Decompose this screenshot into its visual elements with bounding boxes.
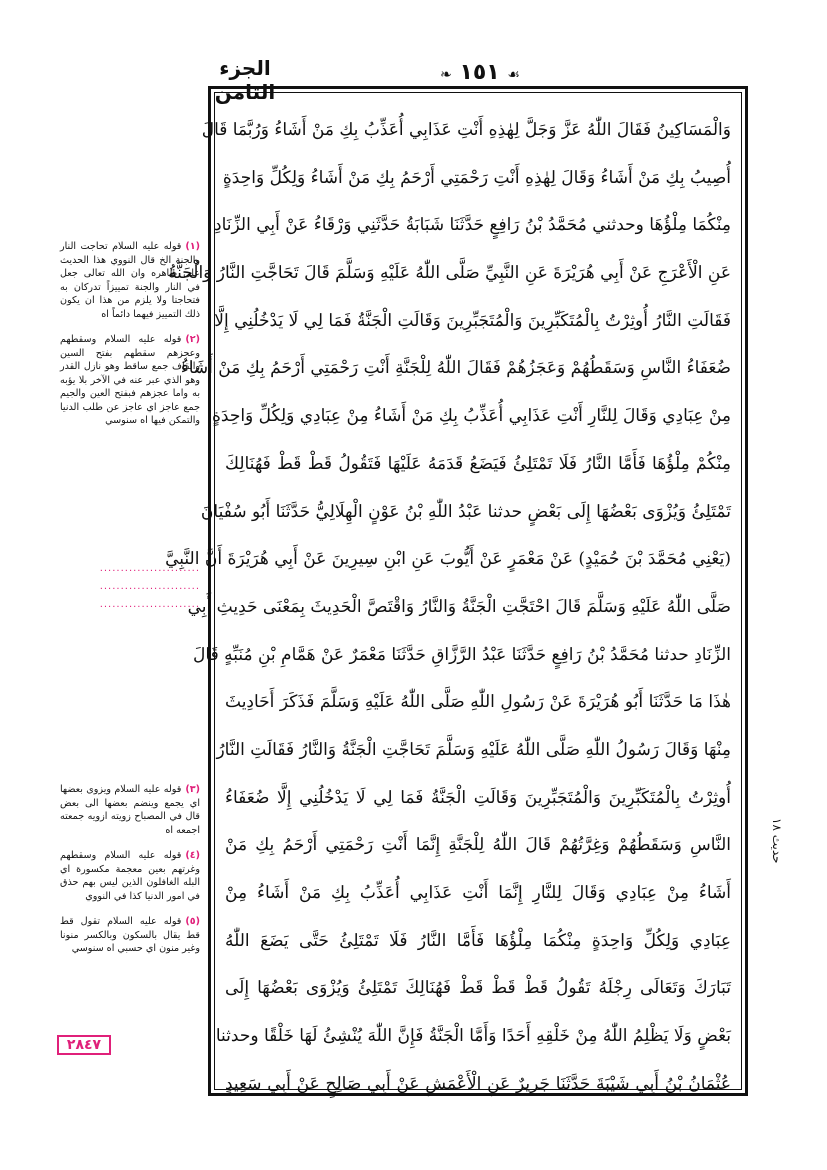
footnote-text: قوله عليه السلام تقول قط قط يقال بالسكون وبالكسر منونا وغير منون اي حسبي اه سنوسي [60,916,200,954]
hadith-number: ٢٨٤٧ [66,1037,102,1053]
footnote-number: (٢) [185,334,200,345]
side-marginal-mark: حديث ١٨ [770,818,784,864]
hadith-text-body [165,107,731,1108]
footnote-number: (٣) [185,784,200,795]
text-line: عِبَادِي وَلِكُلِّ وَاحِدَةٍ مِنْكُمَا مِلْؤُهَا فَأَمَّا النَّارُ فَلَا تَمْتَلِئُ حَتَّى يَضَعَ اللّٰهُ [225,930,731,951]
ornament-icon: ❧ [440,67,452,83]
text-line: أُوثِرْتُ بِالْمُتَكَبِّرِينَ وَالْمُتَجَبِّرِينَ وَقَالَتِ الْجَنَّةُ فَمَا لِي لَا يَدْخُلُنِي إِلَّا ضُعَفَاءُ [225,787,731,808]
footnote-number: (٥) [185,916,200,927]
page-number [430,60,530,85]
ornament-icon: ☙ [507,67,520,83]
text-line: أَشَاءُ مِنْ عِبَادِي وَقَالَ لِلنَّارِ إِنَّمَا أَنْتِ عَذَابِي أُعَذِّبُ بِكِ مَنْ أَشَاءُ مِنْ [225,883,731,903]
text-line: بَعْضٍ وَلَا يَظْلِمُ اللّٰهُ مِنْ خَلْقِهِ أَحَدًا وَأَمَّا الْجَنَّةُ فَإِنَّ اللّٰهَ يُنْشِئُ لَهَا خَلْقًا وحدثنا [215,1026,731,1047]
footnote-text: قوله عليه السلام وسقطهم وغرتهم بعين معجمة مكسورة اي البله الغافلون الذين ليس بهم حذق في امور الدنيا كذا في النووي [60,850,200,902]
footnote [60,783,200,837]
text-line: مِنْهَا وَقَالَ رَسُولُ اللّٰهِ صَلَّى اللّٰهُ عَلَيْهِ وَسَلَّمَ تَحَاجَّتِ الْجَنَّةُ وَالنَّارُ فَقَالَتِ النَّارُ [216,739,731,760]
page-number-value: ١٥١ [459,60,500,85]
text-line: النَّاسِ وَسَقَطُهُمْ وَغِرَّتُهُمْ قَالَ اللّٰهُ لِلْجَنَّةِ إِنَّمَا أَنْتِ رَحْمَتِي أَرْحَمُ بِكِ مَنْ [225,835,731,856]
marginal-notes-top [60,240,200,440]
footnote [60,849,200,903]
footnote-text: قوله عليه السلام ويزوى بعضها اي يجمع وينضم بعضها الى بعض قال في المصباح زويته ازويه جمعته اجمعه اه [60,784,200,836]
text-line: الزِّنَادِ حدثنا مُحَمَّدُ بْنُ رَافِعٍ حَدَّثَنَا عَبْدُ الرَّزَّاقِ حَدَّثَنَا مَعْمَرٌ عَنْ هَمَّامِ بْنِ مُنَبِّهٍ قَالَ [193,644,731,665]
footnote [60,333,200,428]
blank-note-line: ........................ [99,563,200,574]
text-line: وَالْمَسَاكِينُ فَقَالَ اللّٰهُ عَزَّ وَجَلَّ لِهٰذِهِ أَنْتِ عَذَابِي أُعَذِّبُ بِكِ مَنْ أَشَاءُ وَرُبَّمَا قَالَ [201,120,731,140]
footnote-number: (١) [185,241,200,252]
text-line: مِنْ عِبَادِي وَقَالَ لِلنَّارِ أَنْتِ عَذَابِي أُعَذِّبُ بِكِ مَنْ أَشَاءُ مِنْ عِبَادِي وَلِكُلِّ وَاحِدَةٍ [212,406,731,427]
footnote-number: (٤) [185,850,200,861]
blank-note-line: ........................ [99,581,200,592]
footnote-text: قوله عليه السلام تحاجت النار والجنة الخ قال النووي هذا الحديث على ظاهره وان الله تعالى جعل في النار والجنة تمييزاً تدركان به فتحاجتا ولا يلزم من هذا ان يكون ذلك التمييز فيهما دائماً اه [60,241,200,320]
text-frame [165,92,742,1094]
text-line: (يَعْنِي مُحَمَّدَ بْنَ حُمَيْدٍ) عَنْ مَعْمَرٍ عَنْ أَيُّوبَ عَنِ ابْنِ سِيرِينَ عَنْ أَبِي هُرَيْرَةَ أَنَّ النَّبِيَّ [165,549,731,570]
text-line: فَقَالَتِ النَّارُ أُوثِرْتُ بِالْمُتَكَبِّرِينَ وَالْمُتَجَبِّرِينَ وَقَالَتِ الْجَنَّةُ فَمَا لِي لَا يَدْخُلُنِي إِلَّا [214,310,731,331]
footnote-text: قوله عليه السلام وسقطهم وعجزهم سقطهم بفتح السين والقاف جمع ساقط وهو نازل القدر وهو الذي عبر عنه في الآخر بلا يؤبه به واما عجزهم فبفتح العين والجيم جمع عاجز اي عاجز عن طلب الدنيا والتمكن فيها اه سنوسي [60,334,200,426]
text-line: هٰذَا مَا حَدَّثَنَا أَبُو هُرَيْرَةَ عَنْ رَسُولِ اللّٰهِ صَلَّى اللّٰهُ عَلَيْهِ وَسَلَّمَ فَذَكَرَ أَحَادِيثَ [225,692,731,713]
text-line: تَمْتَلِئُ وَيُزْوَى بَعْضُهَا إِلَى بَعْضٍ حدثنا عَبْدُ اللّٰهِ بْنُ عَوْنٍ الْهِلَالِيُّ حَدَّثَنَا أَبُو سُفْيَانَ [200,501,731,522]
blank-note-lines [60,560,200,614]
text-line: أُصِيبُ بِكِ مَنْ أَشَاءُ وَقَالَ لِهٰذِهِ أَنْتِ رَحْمَتِي أَرْحَمُ بِكِ مَنْ أَشَاءُ وَلِكُلِّ وَاحِدَةٍ [222,167,731,188]
text-line: عَنِ الْأَعْرَجِ عَنْ أَبِي هُرَيْرَةَ عَنِ النَّبِيِّ صَلَّى اللّٰهُ عَلَيْهِ وَسَلَّمَ قَالَ تَحَاجَّتِ النَّارُ وَالْجَنَّةُ [168,263,731,284]
text-line: صَلَّى اللّٰهُ عَلَيْهِ وَسَلَّمَ قَالَ احْتَجَّتِ الْجَنَّةُ وَالنَّارُ وَاقْتَصَّ الْحَدِيثَ بِمَعْنَى حَدِيثِ أَبِي [187,596,731,617]
marginal-notes-bottom [60,783,200,968]
text-line: مِنْكُمَا مِلْؤُهَا وحدثني مُحَمَّدُ بْنُ رَافِعٍ حَدَّثَنَا شَبَابَةُ حَدَّثَنِي وَرْقَاءُ عَنْ أَبِي الزِّنَادِ [214,215,731,236]
text-line: تَبَارَكَ وَتَعَالَى رِجْلَهُ تَقُولُ قَطْ قَطْ قَطْ فَهُنَالِكَ تَمْتَلِئُ وَيُزْوَى بَعْضُهَا إِلَى [225,978,731,999]
text-line: مِنْكُمْ مِلْؤُهَا فَأَمَّا النَّارُ فَلَا تَمْتَلِئُ فَيَضَعُ قَدَمَهُ عَلَيْهَا فَتَقُولُ قَطْ قَطْ فَهُنَالِكَ [225,453,731,474]
blank-note-line: ........................ [99,599,200,610]
footnote [60,240,200,321]
footnote [60,915,200,956]
text-line: عُثْمَانُ بْنُ أَبِي شَيْبَةَ حَدَّثَنَا جَرِيرٌ عَنِ الْأَعْمَشِ عَنْ أَبِي صَالِحٍ عَنْ أَبِي سَعِيدٍ [225,1073,731,1094]
text-line: ضُعَفَاءُ النَّاسِ وَسَقَطُهُمْ وَعَجَزُهُمْ فَقَالَ اللّٰهُ لِلْجَنَّةِ أَنْتِ رَحْمَتِي أَرْحَمُ بِكِ مَنْ أَشَاءُ [180,358,731,379]
volume-title: الجزء الثامن [214,56,276,104]
hadith-number-box [57,1035,111,1055]
